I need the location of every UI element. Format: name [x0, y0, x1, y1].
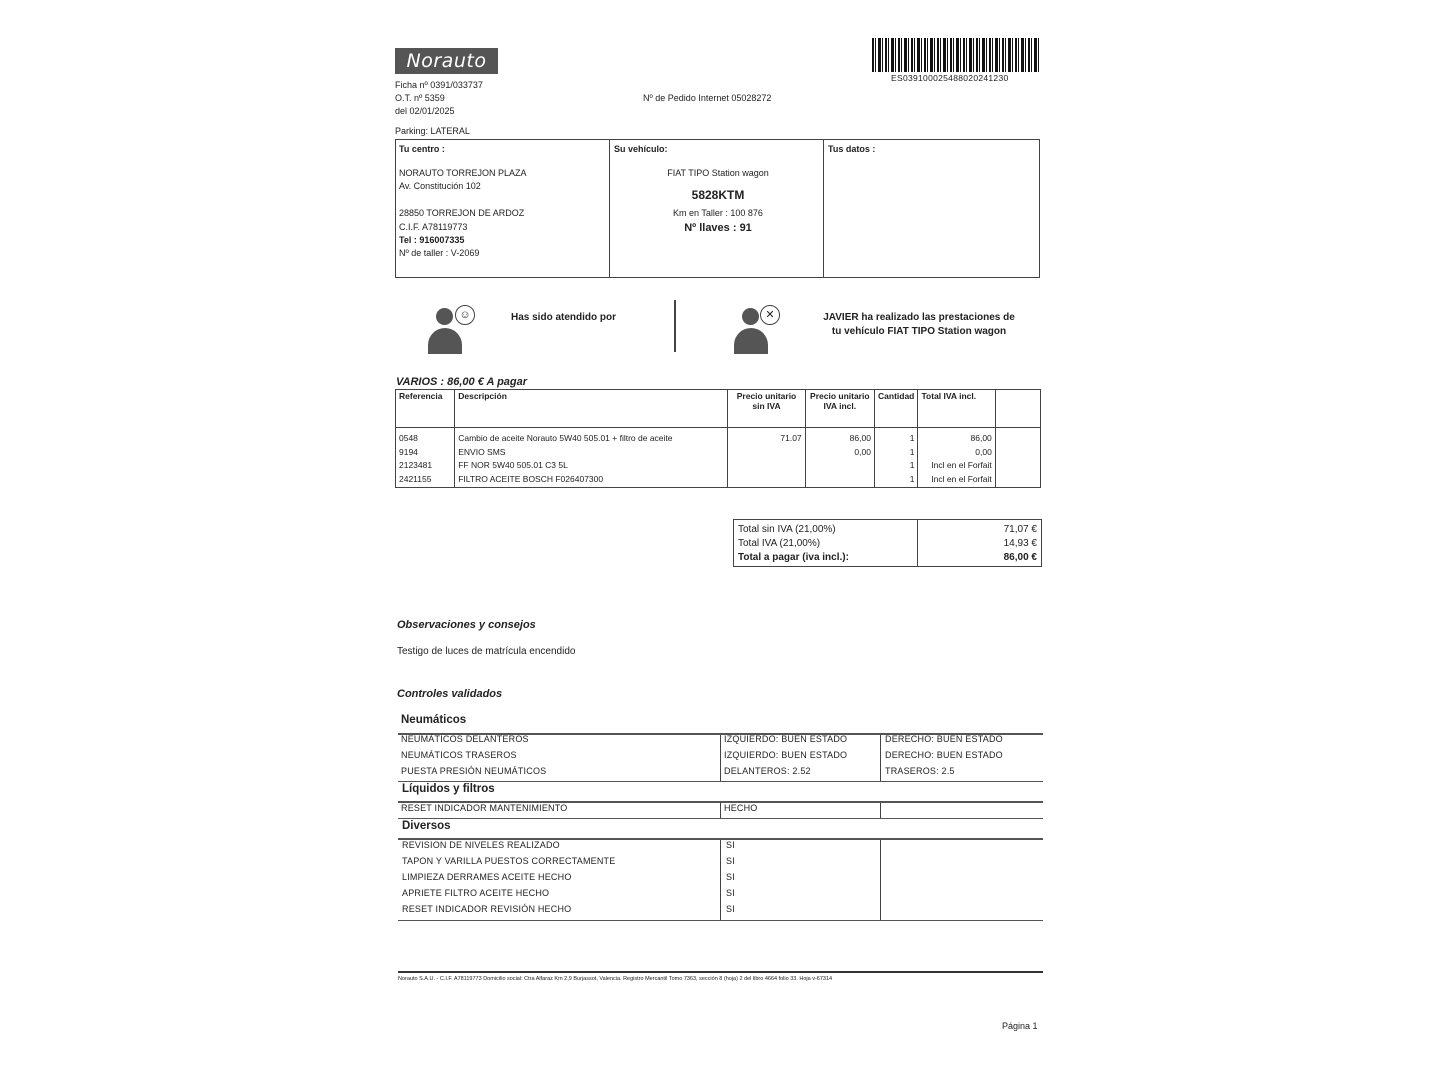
- divider: [880, 803, 881, 818]
- control-row-value: HECHO: [724, 803, 758, 813]
- col-desc-header: Descripción: [455, 390, 728, 428]
- control-row-value: SI: [726, 904, 735, 914]
- ot-number: O.T. nº 5359: [395, 93, 445, 103]
- divider: [720, 803, 721, 818]
- col-ref-header: Referencia: [396, 390, 455, 428]
- control-row-value: IZQUIERDO: BUEN ESTADO: [724, 734, 848, 744]
- control-row-value: TRASEROS: 2.5: [885, 766, 955, 776]
- smile-icon: ☺: [455, 305, 475, 325]
- page-number: Página 1: [1002, 1021, 1038, 1031]
- order-date: del 02/01/2025: [395, 106, 455, 116]
- total-iva-label: Total IVA (21,00%): [738, 538, 821, 549]
- vehiculo-keys: Nº llaves : 91: [684, 222, 752, 234]
- desc-cell: ENVIO SMS: [458, 446, 506, 457]
- footer-divider: [398, 971, 1043, 973]
- observaciones-text: Testigo de luces de matrícula encendido: [397, 646, 576, 657]
- attended-by-text: Has sido atendido por: [511, 312, 617, 323]
- total-sin-iva-value: 71,07 €: [1003, 524, 1037, 535]
- col-total-header: Total IVA incl.: [918, 390, 995, 428]
- ref-cell: 0548: [399, 433, 418, 443]
- col-empty-header: [995, 390, 1040, 428]
- pu-con-cell: 0,00: [854, 446, 871, 457]
- total-iva-value: 14,93 €: [1003, 538, 1037, 549]
- divider: [674, 300, 676, 352]
- divider: [917, 520, 918, 566]
- control-row-value: SI: [726, 840, 735, 850]
- vehiculo-km: Km en Taller : 100 876: [673, 208, 763, 218]
- diversos-title: Diversos: [402, 820, 451, 832]
- col-cant-header: Cantidad: [874, 390, 918, 428]
- centro-phone: Tel : 916007335: [399, 235, 465, 245]
- ref-cell: 9194: [399, 446, 418, 457]
- control-row-value: DERECHO: BUEN ESTADO: [885, 750, 1003, 760]
- table-row: [396, 428, 1041, 488]
- centro-title: Tu centro :: [399, 144, 445, 154]
- centro-city: 28850 TORREJON DE ARDOZ: [399, 208, 525, 218]
- controles-title: Controles validados: [397, 688, 503, 700]
- total-sin-iva-label: Total sin IVA (21,00%): [738, 524, 836, 535]
- divider: [880, 735, 881, 781]
- vehiculo-plate: 5828KTM: [691, 188, 745, 202]
- cant-cell: 1: [909, 433, 915, 443]
- mechanic-text-line2: tu vehículo FIAT TIPO Station wagon: [831, 326, 1007, 337]
- control-row-name: NEUMÁTICOS TRASEROS: [401, 750, 517, 760]
- control-row-name: NEUMÁTICOS DELANTEROS: [401, 734, 529, 744]
- wrench-icon: ✕: [760, 305, 780, 325]
- centro-address: Av. Constitución 102: [399, 181, 481, 191]
- control-row-name: TAPON Y VARILLA PUESTOS CORRECTAMENTE: [402, 856, 616, 866]
- control-row-name: RESET INDICADOR MANTENIMIENTO: [401, 803, 568, 813]
- barcode-number: ES039100025488020241230: [891, 73, 1009, 83]
- totals-values: [920, 523, 1037, 565]
- cant-cell: 1: [909, 473, 915, 484]
- centro-cif: C.I.F. A78119773: [399, 222, 468, 232]
- centro-name: NORAUTO TORREJON PLAZA: [399, 168, 527, 178]
- control-row-name: LIMPIEZA DERRAMES ACEITE HECHO: [402, 872, 572, 882]
- cant-cell: 1: [909, 446, 915, 457]
- ref-cell: 2421155: [399, 473, 432, 484]
- control-row-value: DERECHO: BUEN ESTADO: [885, 734, 1003, 744]
- varios-title: VARIOS : 86,00 € A pagar: [396, 376, 528, 388]
- divider: [398, 781, 1043, 782]
- divider: [398, 818, 1043, 819]
- total-cell: Incl en el Forfait: [931, 460, 992, 470]
- internet-order-number: Nº de Pedido Internet 05028272: [643, 93, 772, 103]
- total-pagar-label: Total a pagar (iva incl.):: [738, 552, 849, 563]
- ficha-number: Ficha nº 0391/033737: [395, 80, 483, 90]
- divider: [823, 140, 824, 277]
- vehiculo-model: FIAT TIPO Station wagon: [667, 168, 769, 178]
- divider: [398, 920, 1043, 921]
- total-cell: Incl en el Forfait: [931, 473, 992, 484]
- pu-sin-cell: 71.07: [780, 433, 802, 443]
- col-pu-con-header: Precio unitario IVA incl.: [805, 390, 874, 428]
- total-cell: 86,00: [970, 433, 992, 443]
- footer-legal: Norauto S.A.U. - C.I.F. A78119773 Domicilio social: Ctra Alfaraz Km 2,9 Burjassot, Valencia. Registro Mercantil Tomo 7363, sección 8 (hoja) 2 del libro 4664 folio 33. Hoja v-67314: [398, 976, 833, 982]
- ref-cell: 2123481: [399, 460, 433, 470]
- divider: [880, 840, 881, 920]
- control-row-value: IZQUIERDO: BUEN ESTADO: [724, 750, 848, 760]
- divider: [720, 735, 721, 781]
- mechanic-text: [800, 311, 1038, 339]
- table-header-row: [396, 390, 1041, 428]
- total-pagar-value: 86,00 €: [1003, 552, 1037, 563]
- control-row-value: DELANTEROS: 2.52: [724, 766, 811, 776]
- control-row-name: REVISION DE NIVELES REALIZADO: [402, 840, 560, 850]
- control-row-name: PUESTA PRESIÓN NEUMÁTICOS: [401, 766, 547, 776]
- liquidos-title: Líquidos y filtros: [402, 783, 495, 795]
- desc-cell: FILTRO ACEITE BOSCH F026407300: [458, 473, 604, 484]
- desc-cell: Cambio de aceite Norauto 5W40 505.01 + filtro de aceite: [458, 433, 673, 443]
- col-pu-sin-header: Precio unitario sin IVA: [728, 390, 805, 428]
- totals-labels: [738, 523, 849, 565]
- desc-cell: FF NOR 5W40 505.01 C3 5L: [458, 460, 568, 470]
- parking-info: Parking: LATERAL: [395, 126, 470, 136]
- control-row-value: SI: [726, 872, 735, 882]
- control-row-value: SI: [726, 856, 735, 866]
- observaciones-title: Observaciones y consejos: [397, 619, 536, 631]
- cant-cell: 1: [909, 460, 915, 470]
- items-table: [395, 389, 1041, 488]
- barcode: [872, 38, 1040, 72]
- divider: [609, 140, 610, 277]
- pu-con-cell: 86,00: [849, 433, 871, 443]
- control-row-value: SI: [726, 888, 735, 898]
- divider: [720, 840, 721, 920]
- centro-taller: Nº de taller : V-2069: [399, 248, 480, 258]
- vehiculo-title: Su vehículo:: [614, 144, 668, 154]
- control-row-name: APRIETE FILTRO ACEITE HECHO: [402, 888, 550, 898]
- datos-title: Tus datos :: [828, 144, 876, 154]
- neumaticos-title: Neumáticos: [401, 714, 467, 726]
- norauto-logo: Norauto: [395, 48, 498, 74]
- control-row-name: RESET INDICADOR REVISIÓN HECHO: [402, 904, 572, 914]
- mechanic-text-line1: JAVIER ha realizado las prestaciones de: [823, 312, 1015, 323]
- total-cell: 0,00: [975, 446, 992, 457]
